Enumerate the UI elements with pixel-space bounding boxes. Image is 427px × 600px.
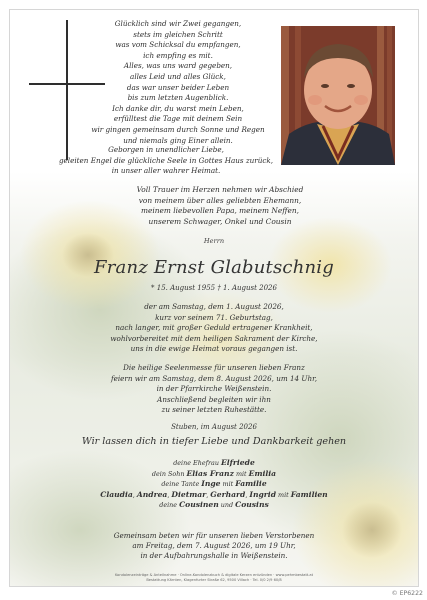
funeral-mass-info <box>50 363 378 416</box>
copyright-mark: © EP6222 <box>391 590 423 597</box>
poem-line: erfülltest die Tage mit deinem Sein <box>113 114 243 124</box>
family-relation: deine <box>159 501 180 510</box>
poem-line: Glücklich sind wir Zwei gegangen, <box>114 19 242 28</box>
farewell-line: unserem Schwager, Onkel und Cousin <box>148 216 292 226</box>
family-relation: mit <box>276 490 291 499</box>
family-member-name: Ingrid <box>249 489 276 499</box>
funeral-mass-line: feiern wir am Samstag, dem 8. August 2026, um 14 Uhr, <box>110 373 318 383</box>
deceased-name: Franz Ernst Glabutschnig <box>94 257 334 278</box>
death-notice-line: nach langer, mit großer Geduld ertragener Krankheit, <box>115 323 313 333</box>
cross-vertical-bar <box>66 20 68 160</box>
salutation: Herrn <box>203 237 225 245</box>
poem <box>80 19 276 146</box>
family-relation: , <box>206 490 211 499</box>
family-member-name: Cousins <box>235 500 269 510</box>
farewell-line: meinem liebevollen Papa, meinem Neffen, <box>141 206 299 216</box>
family-member-name: Cousinen <box>179 500 219 510</box>
family-member-name: Familie <box>235 479 267 489</box>
family-member-name: Elias Franz <box>186 468 234 478</box>
family-relation: deine Ehefrau <box>173 459 221 467</box>
family-relation: , <box>167 490 172 499</box>
prayer-info <box>50 531 378 562</box>
gratitude-line: Wir lassen dich in tiefer Liebe und Dankbarkeit gehen <box>81 436 347 447</box>
funeral-mass-line: Die heilige Seelenmesse für unseren lieben Franz <box>123 363 305 372</box>
farewell-line: von meinem über alles geliebten Ehemann, <box>138 195 302 205</box>
poem-line: bis zum letzten Augenblick. <box>127 93 229 103</box>
family-relation: und <box>218 501 236 510</box>
poem-line: stets im gleichen Schritt <box>133 29 223 39</box>
prayer-info-line: am Freitag, dem 7. August 2026, um 19 Uhr, <box>132 541 296 551</box>
footer-line: Kondolenzeinträge & Anteilnahme · Online-Kondolenzbuch & digitale Kerzen entzünden · www.pehmbestatt.at <box>114 573 314 577</box>
poem-line: das war unser beider Leben <box>126 82 230 92</box>
family-relation: deine Tante <box>161 480 202 489</box>
death-notice <box>50 302 378 355</box>
poem-line: Ich danke dir, du warst mein Leben, <box>112 103 244 113</box>
poem-closing-line: geleiten Engel die glückliche Seele in Gottes Haus zurück, <box>58 155 274 165</box>
farewell-line: Voll Trauer im Herzen nehmen wir Abschied <box>136 185 304 194</box>
death-notice-line: kurz vor seinem 71. Geburtstag, <box>155 312 273 322</box>
poem-closing-line: in unser aller wahrer Heimat. <box>111 166 221 176</box>
poem-closing-line: Geborgen in unendlicher Liebe, <box>108 145 224 154</box>
family-list <box>30 458 398 511</box>
family-line <box>30 479 398 490</box>
family-relation: , <box>245 490 250 499</box>
family-member-name: Claudia <box>100 489 133 499</box>
prayer-info-line: Gemeinsam beten wir für unseren lieben Verstorbenen <box>113 531 315 540</box>
death-notice-line: uns in die ewige Heimat voraus gegangen ist. <box>130 344 298 354</box>
place-date: Stuben, im August 2026 <box>171 423 257 431</box>
footer-line: Bestattung Kärnten, Klagenfurter Straße 62, 9500 Villach · Tel. 0/0 2/9 60/8 <box>146 578 282 582</box>
poem-line: ich empfing es mit. <box>143 50 213 60</box>
footer-imprint <box>70 573 358 583</box>
family-line <box>30 500 398 511</box>
obituary-card <box>9 9 419 587</box>
prayer-info-line: in der Aufbahrungshalle in Weißenstein. <box>140 551 288 561</box>
farewell-text <box>70 185 370 227</box>
family-member-name: Emilia <box>248 468 277 478</box>
family-line <box>30 458 398 469</box>
family-relation: dein Sohn <box>151 469 187 478</box>
funeral-mass-line: zu seiner letzten Ruhestätte. <box>161 405 267 415</box>
family-member-name: Elfriede <box>220 458 255 467</box>
family-relation: , <box>132 490 137 499</box>
funeral-mass-line: Anschließend begleiten wir ihn <box>157 394 271 404</box>
death-notice-line: der am Samstag, dem 1. August 2026, <box>144 302 284 311</box>
family-member-name: Dietmar <box>171 489 207 499</box>
family-relation: mit <box>233 469 249 478</box>
poem-line: und niemals ging Einer allein. <box>123 135 233 145</box>
poem-line: wir gingen gemeinsam durch Sonne und Regen <box>91 124 265 134</box>
poem-line: was vom Schicksal du empfangen, <box>115 40 241 50</box>
life-dates: * 15. August 1955 † 1. August 2026 <box>151 284 277 292</box>
death-notice-line: wohlvorbereitet mit dem heiligen Sakrament der Kirche, <box>110 333 318 343</box>
family-relation: mit <box>220 480 236 489</box>
poem-closing <box>46 145 286 177</box>
family-member-name: Gerhard <box>210 489 246 499</box>
poem-line: Alles, was uns ward gegeben, <box>123 61 233 71</box>
poem-line: alles Leid und alles Glück, <box>130 71 226 81</box>
portrait-photo <box>281 26 395 165</box>
family-member-name: Inge <box>201 479 221 489</box>
family-member-name: Andrea <box>136 489 168 499</box>
funeral-mass-line: in der Pfarrkirche Weißenstein. <box>156 384 272 394</box>
family-line <box>30 490 398 501</box>
family-line <box>30 469 398 480</box>
family-member-name: Familien <box>290 489 328 499</box>
